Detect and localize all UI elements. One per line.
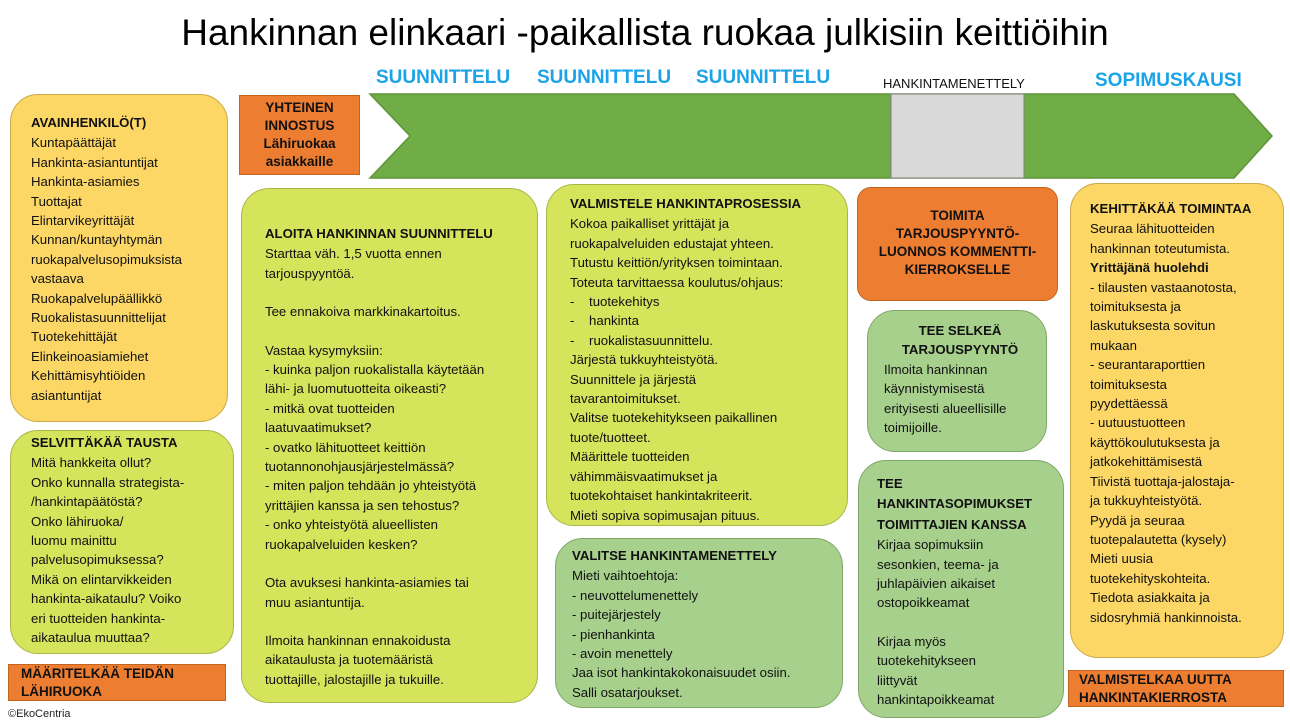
kehittakaa-line: ja tukkuyhteistyötä. bbox=[1090, 493, 1203, 509]
aloita-line: laatuvaatimukset? bbox=[265, 420, 372, 436]
aloita-line: - miten paljon tehdään jo yhteistyötä bbox=[265, 478, 477, 494]
valmistele-line: - tuotekehitys bbox=[570, 294, 660, 310]
valitse-line: - pienhankinta bbox=[572, 626, 655, 642]
maaritelkaa-line-2: LÄHIRUOKA bbox=[21, 684, 102, 699]
tausta-line: eri tuotteiden hankinta- bbox=[31, 610, 166, 626]
avain-line: Ruokapalvelupäällikkö bbox=[31, 290, 163, 306]
toimita-line-1: TOIMITA bbox=[930, 208, 985, 223]
aloita-line: tarjouspyyntöä. bbox=[265, 265, 355, 281]
avain-line: asiantuntijat bbox=[31, 387, 102, 403]
sopimukset-line: ostopoikkeamat bbox=[877, 595, 970, 611]
kehittakaa-line: Mieti uusia bbox=[1090, 551, 1154, 567]
phase-label-hankintamenettely: HANKINTAMENETTELY bbox=[883, 76, 1025, 91]
valmistele-line: Valitse tuotekehitykseen paikallinen bbox=[570, 410, 778, 426]
aloita-line: ruokapalveluiden kesken? bbox=[265, 536, 418, 552]
kehittakaa-line: sidosryhmiä hankinnoista. bbox=[1090, 609, 1242, 625]
valitse-line: - avoin menettely bbox=[572, 646, 673, 662]
phase-label-sopimuskausi: SOPIMUSKAUSI bbox=[1095, 70, 1242, 91]
selkea-heading-1: TEE SELKEÄ bbox=[918, 323, 1002, 338]
valitse-menettely-box bbox=[555, 538, 843, 708]
valmistele-line: - ruokalistasuunnittelu. bbox=[570, 332, 713, 348]
aloita-line: yrittäjien kanssa ja sen tehostus? bbox=[265, 497, 460, 513]
maaritelkaa-box bbox=[8, 664, 226, 701]
avain-line: Hankinta-asiamies bbox=[31, 174, 140, 190]
aloita-line: - ovatko lähituotteet keittiön bbox=[265, 439, 426, 455]
yhteinen-line-4: asiakkaille bbox=[265, 154, 334, 169]
kehittakaa-line: jatkokehittämisestä bbox=[1090, 454, 1203, 470]
aloita-line: lähi- ja luomutuotteita oikeasti? bbox=[265, 381, 447, 397]
yhteinen-line-3: Lähiruokaa bbox=[263, 136, 336, 151]
timeline-arrow bbox=[368, 92, 1274, 180]
aloita-line: Vastaa kysymyksiin: bbox=[265, 342, 383, 358]
hankintasopimukset-box bbox=[858, 460, 1064, 718]
tausta-line: Mikä on elintarvikkeiden bbox=[31, 571, 172, 587]
toimita-line-3: LUONNOS KOMMENTTI- bbox=[878, 244, 1037, 259]
kehittakaa-line: hankinnan toteutumista. bbox=[1090, 240, 1231, 256]
aloita-line: aikataulusta ja tuotemääristä bbox=[265, 652, 433, 668]
hankintamenettely-block bbox=[891, 94, 1024, 178]
valitse-line: Jaa isot hankintakokonaisuudet osiin. bbox=[572, 665, 791, 681]
sopimukset-line: liittyvät bbox=[877, 672, 918, 688]
sopimukset-heading-2: HANKINTASOPIMUKSET bbox=[877, 496, 1033, 512]
selkea-line: toimijoille. bbox=[884, 420, 942, 436]
selkea-tarjouspyynto-box bbox=[867, 310, 1047, 452]
avain-line: Tuotekehittäjät bbox=[31, 329, 118, 345]
sopimukset-line: Kirjaa myös bbox=[877, 633, 946, 649]
valitse-line: Salli osatarjoukset. bbox=[572, 684, 683, 700]
aloita-line: tuotannonohjausjärjestelmässä? bbox=[265, 459, 455, 475]
kehittakaa-line: Pyydä ja seuraa bbox=[1090, 512, 1185, 528]
phase-label-suunnittelu-1: SUUNNITTELU bbox=[376, 67, 511, 88]
tausta-line: aikataulua muuttaa? bbox=[31, 630, 150, 646]
sopimukset-heading-3: TOIMITTAJIEN KANSSA bbox=[877, 516, 1027, 532]
valmistele-line: Järjestä tukkuyhteistyötä. bbox=[570, 352, 719, 368]
aloita-line: - kuinka paljon ruokalistalla käytetään bbox=[265, 362, 485, 378]
kehittakaa-line: - seurantaraporttien bbox=[1090, 357, 1206, 373]
phase-label-suunnittelu-3: SUUNNITTELU bbox=[696, 67, 831, 88]
kehittakaa-line: laskutuksesta sovitun bbox=[1090, 318, 1216, 334]
valmistele-line: ruokapalveluiden edustajat yhteen. bbox=[570, 235, 774, 251]
valmistele-line: tavarantoimitukset. bbox=[570, 391, 681, 407]
kehittakaa-line: - uutuustuotteen bbox=[1090, 415, 1186, 431]
kehittakaa-bold-line: Yrittäjänä huolehdi bbox=[1090, 260, 1209, 276]
copyright-footer: ©EkoCentria bbox=[8, 708, 71, 720]
valmistelkaa-line-1: VALMISTELKAA UUTTA bbox=[1079, 672, 1232, 687]
sopimukset-line: hankintapoikkeamat bbox=[877, 692, 995, 708]
avain-line: vastaava bbox=[31, 271, 84, 287]
yhteinen-line-2: INNOSTUS bbox=[264, 118, 335, 133]
tausta-line: palvelusopimuksessa? bbox=[31, 552, 164, 568]
valitse-line: Mieti vaihtoehtoja: bbox=[572, 568, 679, 584]
timeline-arrow-shape bbox=[370, 94, 1272, 178]
avain-line: Elinkeinoasiamiehet bbox=[31, 348, 149, 364]
sopimukset-line: Kirjaa sopimuksiin bbox=[877, 537, 984, 553]
yhteinen-innostus-box bbox=[239, 95, 360, 175]
kehittakaa-line: mukaan bbox=[1090, 337, 1137, 353]
valitse-heading: VALITSE HANKINTAMENETTELY bbox=[572, 548, 777, 563]
toimita-line-2: TARJOUSPYYNTÖ- bbox=[895, 226, 1020, 241]
tausta-line: /hankintapäätöstä? bbox=[31, 494, 143, 510]
tausta-line: luomu mainittu bbox=[31, 533, 117, 549]
sopimukset-line: tuotekehitykseen bbox=[877, 653, 976, 669]
avain-line: Elintarvikeyrittäjät bbox=[31, 213, 135, 229]
aloita-line: Ilmoita hankinnan ennakoidusta bbox=[265, 632, 451, 648]
sopimukset-heading-1: TEE bbox=[877, 476, 903, 491]
kehittakaa-line: tuotepalautetta (kysely) bbox=[1090, 531, 1227, 547]
avainhenkilot-heading: AVAINHENKILÖ(T) bbox=[31, 115, 147, 130]
avain-line: Kehittämisyhtiöiden bbox=[31, 368, 146, 384]
kehittakaa-line: käyttökoulutuksesta ja bbox=[1090, 434, 1220, 450]
avain-line: ruokapalvelusopimuksista bbox=[31, 251, 182, 267]
tausta-line: Mitä hankkeita ollut? bbox=[31, 455, 152, 471]
tausta-heading: SELVITTÄKÄÄ TAUSTA bbox=[31, 435, 178, 450]
kehittakaa-line: Tiedota asiakkaita ja bbox=[1090, 590, 1210, 606]
aloita-line: - mitkä ovat tuotteiden bbox=[265, 400, 395, 416]
valmistele-line: Suunnittele ja järjestä bbox=[570, 371, 697, 387]
tausta-line: Onko kunnalla strategista- bbox=[31, 474, 185, 490]
kehittakaa-line: toimituksesta ja bbox=[1090, 299, 1181, 315]
aloita-line: Tee ennakoiva markkinakartoitus. bbox=[265, 304, 461, 320]
kehittakaa-toimintaa-box bbox=[1070, 183, 1284, 658]
valmistele-line: Mieti sopiva sopimusajan pituus. bbox=[570, 507, 760, 523]
aloita-line: Starttaa väh. 1,5 vuotta ennen bbox=[265, 246, 442, 262]
valmistele-line: Toteuta tarvittaessa koulutus/ohjaus: bbox=[570, 274, 784, 290]
aloita-heading: ALOITA HANKINNAN SUUNNITTELU bbox=[265, 226, 493, 241]
avain-line: Kunnan/kuntayhtymän bbox=[31, 232, 163, 248]
toimita-luonnos-box bbox=[857, 187, 1058, 301]
aloita-line: Ota avuksesi hankinta-asiamies tai bbox=[265, 575, 469, 591]
valitse-line: - puitejärjestely bbox=[572, 607, 661, 623]
avain-line: Hankinta-asiantuntijat bbox=[31, 154, 158, 170]
phase-label-suunnittelu-2: SUUNNITTELU bbox=[537, 67, 672, 88]
valitse-line: - neuvottelumenettely bbox=[572, 587, 699, 603]
kehittakaa-line: Seuraa lähituotteiden bbox=[1090, 221, 1215, 237]
kehittakaa-line: - tilausten vastaanotosta, bbox=[1090, 279, 1237, 295]
kehittakaa-line: toimituksesta bbox=[1090, 376, 1167, 392]
toimita-line-4: KIERROKSELLE bbox=[904, 262, 1011, 277]
kehittakaa-line: tuotekehityskohteita. bbox=[1090, 570, 1211, 586]
selvittakaa-tausta-box bbox=[10, 430, 234, 654]
valmistele-line: tuotekohtaiset hankintakriteerit. bbox=[570, 488, 753, 504]
kehittakaa-line: Tiivistä tuottaja-jalostaja- bbox=[1090, 473, 1235, 489]
aloita-line: - onko yhteistyötä alueellisten bbox=[265, 517, 439, 533]
yhteinen-line-1: YHTEINEN bbox=[265, 100, 334, 115]
selkea-line: erityisesti alueellisille bbox=[884, 400, 1007, 416]
avainhenkilot-box bbox=[10, 94, 228, 422]
valmistele-line: Kokoa paikalliset yrittäjät ja bbox=[570, 216, 730, 232]
valmistelkaa-box bbox=[1068, 670, 1284, 707]
tausta-line: hankinta-aikataulu? Voiko bbox=[31, 591, 182, 607]
valmistele-line: Tutustu keittiön/yrityksen toimintaan. bbox=[570, 255, 783, 271]
tausta-line: Onko lähiruoka/ bbox=[31, 513, 124, 529]
maaritelkaa-line-1: MÄÄRITELKÄÄ TEIDÄN bbox=[21, 666, 174, 681]
page-title: Hankinnan elinkaari -paikallista ruokaa julkisiin keittiöihin bbox=[181, 12, 1109, 53]
avain-line: Tuottajat bbox=[31, 193, 82, 209]
selkea-line: käynnistymisestä bbox=[884, 381, 985, 397]
selkea-line: Ilmoita hankinnan bbox=[884, 361, 988, 377]
valmistele-line: - hankinta bbox=[570, 313, 639, 329]
selkea-heading-2: TARJOUSPYYNTÖ bbox=[901, 342, 1019, 358]
sopimukset-line: sesonkien, teema- ja bbox=[877, 556, 999, 572]
avain-line: Kuntapäättäjät bbox=[31, 135, 117, 151]
sopimukset-line: juhlapäivien aikaiset bbox=[877, 576, 996, 592]
kehittakaa-line: pyydettäessä bbox=[1090, 396, 1168, 412]
valmistelkaa-line-2: HANKINTAKIERROSTA bbox=[1079, 690, 1227, 705]
kehittakaa-heading: KEHITTÄKÄÄ TOIMINTAA bbox=[1090, 201, 1252, 216]
avain-line: Ruokalistasuunnittelijat bbox=[31, 310, 166, 326]
aloita-line: muu asiantuntija. bbox=[265, 594, 365, 610]
valmistele-box bbox=[546, 184, 848, 526]
aloita-suunnittelu-box bbox=[241, 188, 538, 703]
valmistele-heading: VALMISTELE HANKINTAPROSESSIA bbox=[570, 196, 802, 211]
aloita-line: tuottajille, jalostajille ja tukuille. bbox=[265, 671, 444, 687]
valmistele-line: Määrittele tuotteiden bbox=[570, 449, 690, 465]
valmistele-line: tuote/tuotteet. bbox=[570, 429, 651, 445]
valmistele-line: vähimmäisvaatimukset ja bbox=[570, 468, 718, 484]
